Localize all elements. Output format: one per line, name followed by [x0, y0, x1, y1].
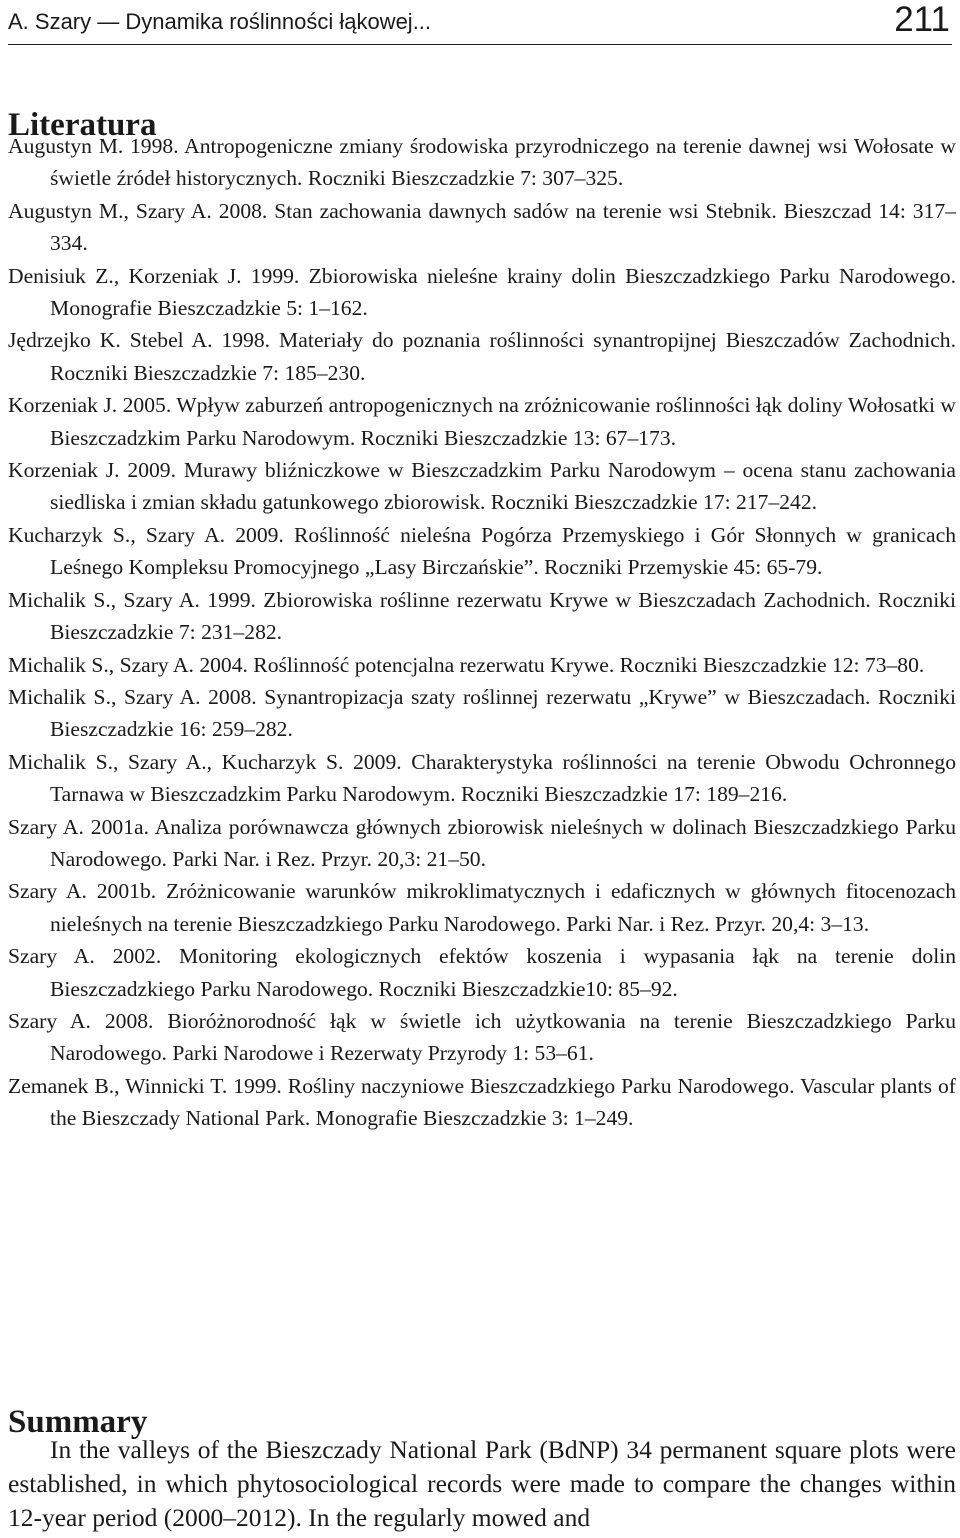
page-number: 211: [894, 0, 950, 39]
reference-item: Korzeniak J. 2009. Murawy bliźniczkowe w Bieszczadzkim Parku Narodowym – ocena stanu zachowania siedliska i zmian składu gatunkowego zbiorowisk. Roczniki Bieszczadzkie 17: 217–242.: [8, 458, 956, 515]
reference-item: Szary A. 2001b. Zróżnicowanie warunków mikroklimatycznych i edaficznych w głównych fitocenozach nieleśnych na terenie Bieszczadzkiego Parku Narodowego. Parki Nar. i Rez. Przyr. 20,4: 3–13.: [8, 879, 956, 936]
summary-paragraph: In the valleys of the Bieszczady National Park (BdNP) 34 permanent square plots were established, in which phytosociological records were made to compare the changes within 12-year period (2000–2012). In the regularly mowed and: [8, 1435, 956, 1532]
reference-item: Jędrzejko K. Stebel A. 1998. Materiały do poznania roślinności synantropijnej Bieszczadów Zachodnich. Roczniki Bieszczadzkie 7: 185–230.: [8, 328, 956, 385]
running-head-title: A. Szary — Dynamika roślinności łąkowej...: [8, 9, 432, 34]
literature-heading: Literatura: [8, 107, 157, 144]
reference-list: [8, 130, 956, 1135]
running-head: [8, 0, 952, 45]
reference-item: Kucharzyk S., Szary A. 2009. Roślinność nieleśna Pogórza Przemyskiego i Gór Słonnych w granicach Leśnego Kompleksu Promocyjnego „Lasy Birczańskie”. Roczniki Przemyskie 45: 65-79.: [8, 522, 956, 580]
reference-item: Augustyn M. 1998. Antropogeniczne zmiany środowiska przyrodniczego na terenie dawnej wsi Wołosate w świetle źródeł historycznych. Roczniki Bieszczadzkie 7: 307–325.: [8, 134, 956, 191]
summary-heading: Summary: [8, 1404, 148, 1441]
reference-item: Korzeniak J. 2005. Wpływ zaburzeń antropogenicznych na zróżnicowanie roślinności łąk doliny Wołosatki w Bieszczadzkim Parku Narodowym. Roczniki Bieszczadzkie 13: 67–173.: [8, 393, 956, 450]
reference-item: Michalik S., Szary A. 2008. Synantropizacja szaty roślinnej rezerwatu „Krywe” w Bieszczadach. Roczniki Bieszczadzkie 16: 259–282.: [8, 684, 956, 742]
reference-item: Michalik S., Szary A., Kucharzyk S. 2009. Charakterystyka roślinności na terenie Obwodu Ochronnego Tarnawa w Bieszczadzkim Parku Narodowym. Roczniki Bieszczadzkie 17: 189–216.: [8, 749, 956, 807]
reference-item: Denisiuk Z., Korzeniak J. 1999. Zbiorowiska nieleśne krainy dolin Bieszczadzkiego Parku Narodowego. Monografie Bieszczadzkie 5: 1–162.: [8, 263, 956, 321]
reference-item: Augustyn M., Szary A. 2008. Stan zachowania dawnych sadów na terenie wsi Stebnik. Bieszczad 14: 317–334.: [8, 198, 956, 256]
reference-item: Szary A. 2001a. Analiza porównawcza głównych zbiorowisk nieleśnych w dolinach Bieszczadzkiego Parku Narodowego. Parki Nar. i Rez. Przyr. 20,3: 21–50.: [8, 814, 956, 871]
reference-item: Zemanek B., Winnicki T. 1999. Rośliny naczyniowe Bieszczadzkiego Parku Narodowego. Vascular plants of the Bieszczady National Park. Monografie Bieszczadzkie 3: 1–249.: [8, 1073, 956, 1131]
reference-item: Michalik S., Szary A. 2004. Roślinność potencjalna rezerwatu Krywe. Roczniki Bieszczadzkie 12: 73–80.: [8, 652, 925, 677]
reference-item: Szary A. 2008. Bioróżnorodność łąk w świetle ich użytkowania na terenie Bieszczadzkiego Parku Narodowego. Parki Narodowe i Rezerwaty Przyrody 1: 53–61.: [8, 1008, 956, 1066]
reference-item: Michalik S., Szary A. 1999. Zbiorowiska roślinne rezerwatu Krywe w Bieszczadach Zachodnich. Roczniki Bieszczadzkie 7: 231–282.: [8, 587, 956, 645]
reference-item: Szary A. 2002. Monitoring ekologicznych efektów koszenia i wypasania łąk na terenie dolin Bieszczadzkiego Parku Narodowego. Roczniki Bieszczadzkie10: 85–92.: [8, 944, 956, 1001]
